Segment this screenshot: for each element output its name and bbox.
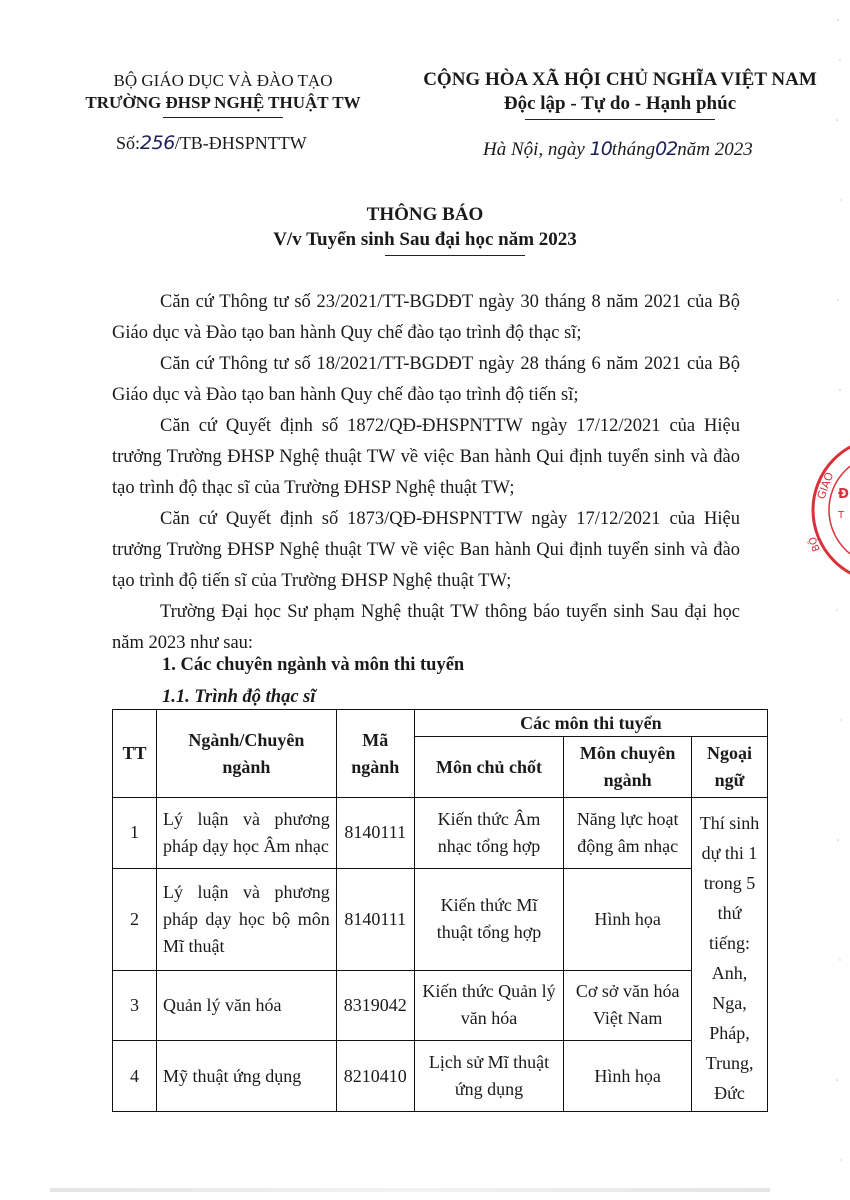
cell-specialty: Hình họa <box>564 868 692 970</box>
admission-table <box>112 709 768 1112</box>
header-language: Ngoại ngữ <box>692 737 768 798</box>
scan-edge-noise <box>832 0 846 1200</box>
cell-major: Lý luận và phương pháp dạy học Âm nhạc <box>156 798 336 869</box>
svg-text:T: T <box>838 510 845 521</box>
cell-code: 8140111 <box>336 868 414 970</box>
motto: Độc lập - Tự do - Hạnh phúc <box>503 93 737 114</box>
date-month-label: tháng <box>611 139 656 160</box>
subsection-heading-text: 1.1. Trình độ thạc sĩ <box>162 687 316 707</box>
scan-shadow <box>50 1188 770 1192</box>
header-core-subject: Môn chủ chốt <box>414 737 564 798</box>
paragraph: Căn cứ Quyết định số 1873/QĐ-ĐHSPNTTW ngày 17/12/2021 của Hiệu trưởng Trường ĐHSP Nghệ thuật TW về việc Ban hành Qui định tuyển sinh và đào tạo trình độ tiến sĩ của Trường ĐHSP Nghệ thuật TW; <box>112 509 740 591</box>
cell-specialty: Năng lực hoạt động âm nhạc <box>564 798 692 869</box>
svg-text:Đ: Đ <box>838 487 849 502</box>
cell-major: Mỹ thuật ứng dụng <box>156 1041 336 1112</box>
subsection-heading <box>162 687 316 710</box>
cell-tt: 3 <box>113 970 157 1041</box>
cell-major: Quản lý văn hóa <box>156 970 336 1041</box>
header-specialty-subject: Môn chuyên ngành <box>564 737 692 798</box>
school-name: TRƯỜNG ĐHSP NGHỆ THUẬT TW <box>85 93 361 112</box>
table-row <box>113 798 768 869</box>
ministry-name: BỘ GIÁO DỤC VÀ ĐÀO TẠO <box>113 71 333 90</box>
paragraph: Căn cứ Quyết định số 1872/QĐ-ĐHSPNTTW ngày 17/12/2021 của Hiệu trưởng Trường ĐHSP Nghệ thuật TW về việc Ban hành Qui định tuyển sinh và đào tạo trình độ thạc sĩ của Trường ĐHSP Nghệ thuật TW; <box>112 416 740 498</box>
svg-text:GIÁO: GIÁO <box>814 470 837 502</box>
cell-core: Kiến thức Âm nhạc tổng hợp <box>414 798 564 869</box>
cell-code: 8319042 <box>336 970 414 1041</box>
cell-code: 8210410 <box>336 1041 414 1112</box>
paragraph: Căn cứ Thông tư số 23/2021/TT-BGDĐT ngày 30 tháng 8 năm 2021 của Bộ Giáo dục và Đào tạo ban hành Quy chế đào tạo trình độ thạc sĩ; <box>112 292 740 343</box>
cell-specialty: Cơ sở văn hóa Việt Nam <box>564 970 692 1041</box>
cell-tt: 1 <box>113 798 157 869</box>
cell-major: Lý luận và phương pháp dạy học bộ môn Mĩ thuật <box>156 868 336 970</box>
cell-language-merged: Thí sinh dự thi 1 trong 5 thứ tiếng: Anh, Nga, Pháp, Trung, Đức <box>692 798 768 1112</box>
title-main: THÔNG BÁO <box>366 204 484 225</box>
date-year: năm 2023 <box>677 139 753 160</box>
doc-number-suffix: /TB-ĐHSPNTTW <box>174 133 307 153</box>
national-motto-header <box>410 68 830 120</box>
paragraph: Trường Đại học Sư phạm Nghệ thuật TW thông báo tuyển sinh Sau đại học năm 2023 như sau: <box>112 602 740 653</box>
header-underline-right <box>525 119 715 120</box>
country-name: CỘNG HÒA XÃ HỘI CHỦ NGHĨA VIỆT NAM <box>423 69 817 90</box>
table-row <box>113 868 768 970</box>
title-subject: V/v Tuyển sinh Sau đại học năm 2023 <box>273 229 577 250</box>
document-number <box>116 132 307 154</box>
cell-core: Kiến thức Mĩ thuật tổng hợp <box>414 868 564 970</box>
date-month-handwritten: 02 <box>655 138 678 160</box>
cell-tt: 2 <box>113 868 157 970</box>
header-tt: TT <box>113 710 157 798</box>
issuer-header <box>78 70 368 118</box>
cell-core: Lịch sử Mĩ thuật ứng dụng <box>414 1041 564 1112</box>
date-day-handwritten: 10 <box>589 138 612 160</box>
body-paragraphs <box>112 287 740 659</box>
cell-specialty: Hình họa <box>564 1041 692 1112</box>
header-exams-group: Các môn thi tuyển <box>414 710 767 737</box>
document-title <box>0 202 850 256</box>
cell-core: Kiến thức Quản lý văn hóa <box>414 970 564 1041</box>
date-line <box>483 138 753 161</box>
header-code: Mã ngành <box>336 710 414 798</box>
section-heading: 1. Các chuyên ngành và môn thi tuyển <box>162 655 465 675</box>
cell-code: 8140111 <box>336 798 414 869</box>
paragraph: Căn cứ Thông tư số 18/2021/TT-BGDĐT ngày 28 tháng 6 năm 2021 của Bộ Giáo dục và Đào tạo ban hành Quy chế đào tạo trình độ tiến sĩ; <box>112 354 740 405</box>
date-place: Hà Nội, ngày <box>483 139 590 160</box>
header-underline-left <box>163 117 283 118</box>
table-row <box>113 970 768 1041</box>
cell-tt: 4 <box>113 1041 157 1112</box>
svg-text:BỘ: BỘ <box>807 535 823 553</box>
title-underline <box>385 255 525 256</box>
doc-number-prefix: Số: <box>116 133 141 153</box>
table-row <box>113 1041 768 1112</box>
header-major: Ngành/Chuyên ngành <box>156 710 336 798</box>
doc-number-handwritten: 256 <box>140 132 175 154</box>
